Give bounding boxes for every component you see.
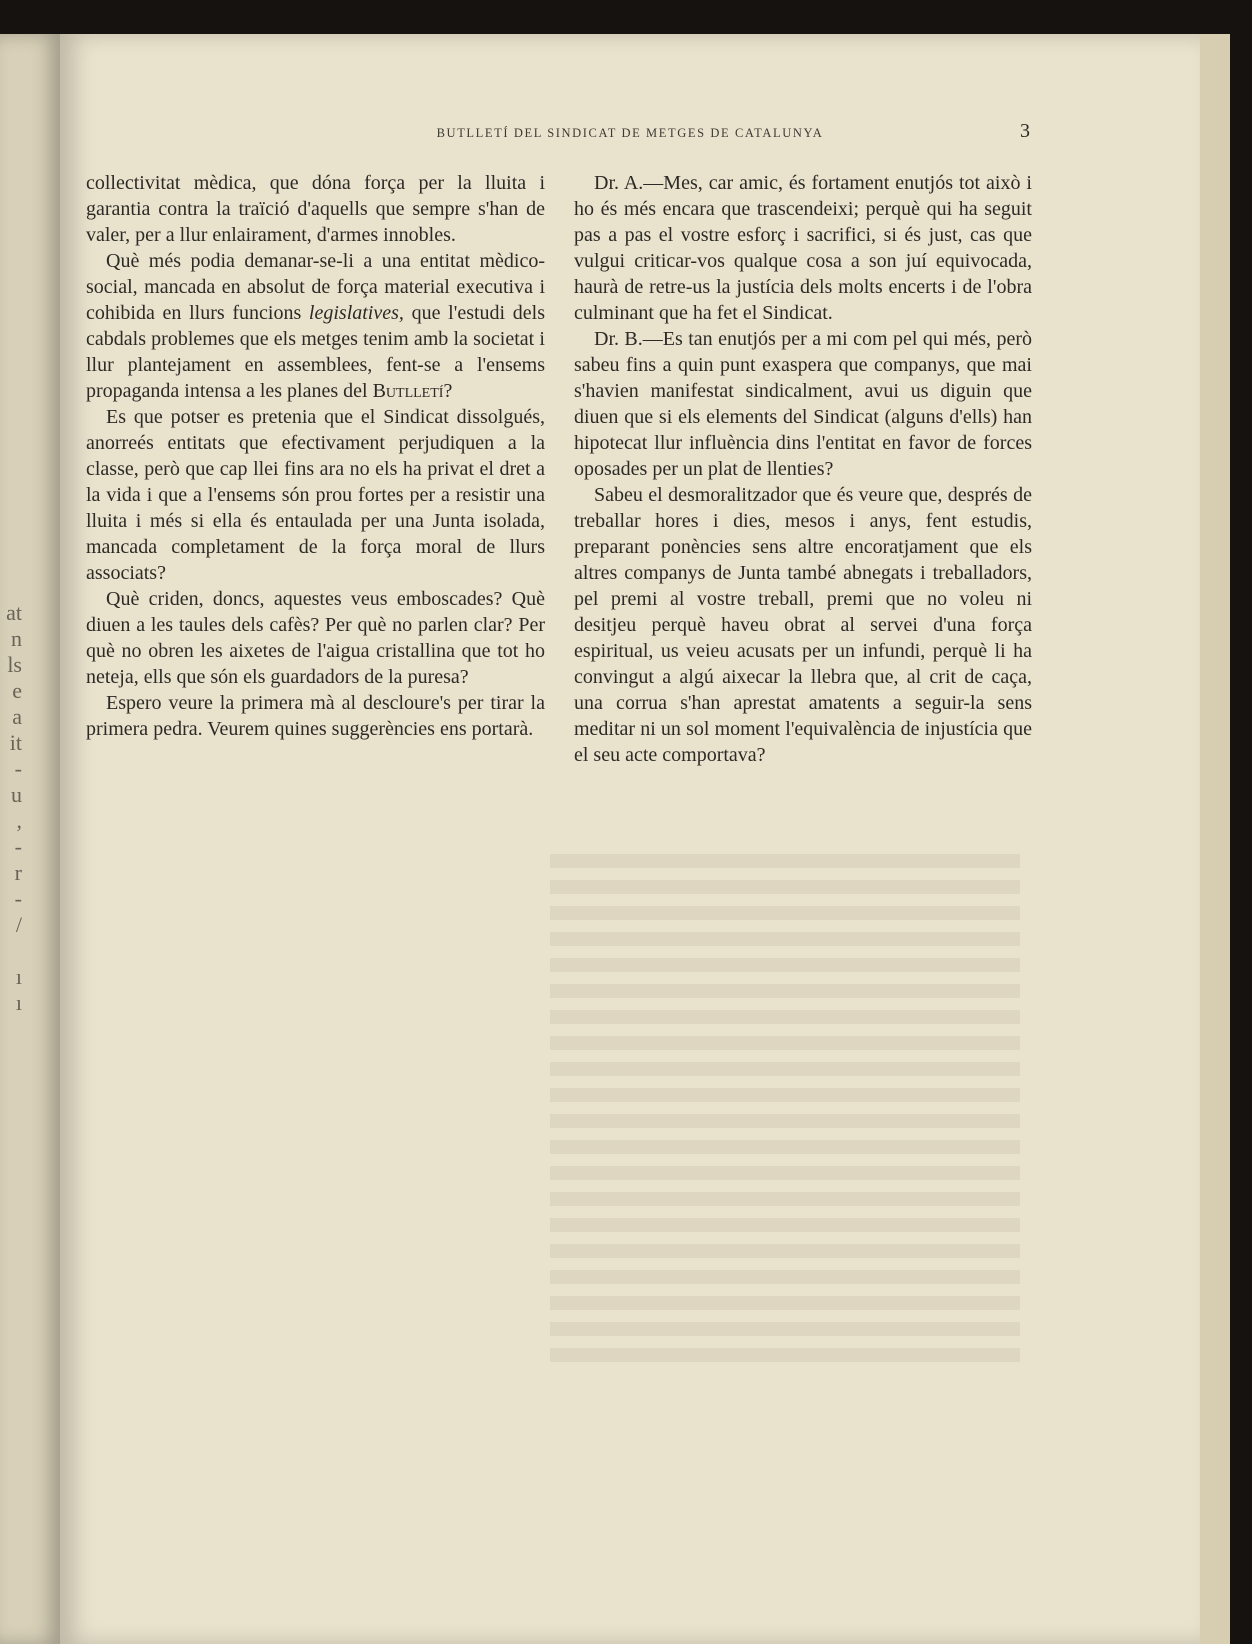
adjacent-page-fragment: ı (15, 964, 22, 989)
italic-term: legislatives, (308, 302, 404, 324)
page-edge (1200, 34, 1230, 1644)
journal-title: BUTLLETÍ DEL SINDICAT DE METGES DE CATALUNYA (436, 126, 824, 140)
paragraph: Dr. A.—Mes, car amic, és fortament enutjós tot això i ho és més encara que trascendeixi; perquè qui ha seguit pas a pas el vostre esforç i sacrifici, si és just, cas que vulgui criticar-vos qualque cosa a son juí equivocada, haurà de retre-us la justícia dels molts encerts i de l'obra culminant que ha fet el Sindicat. (574, 172, 1032, 324)
adjacent-page-fragment: a (12, 704, 22, 729)
text-run: que l'estudi dels cabdals problemes que els metges tenim amb la societat i llur plantejament en assemblees, fent-se a l'ensems propaganda intensa a les planes del (86, 302, 545, 402)
paragraph: Dr. B.—Es tan enutjós per a mi com pel qui més, però sabeu fins a quin punt exaspera que companys, que mai s'havien manifestat sindicalment, avui us diguin que diuen que si els elements del Sindicat (alguns d'ells) han hipotecat llur influència dins l'entitat en favor de forces oposades per un plat de llenties? (574, 328, 1032, 480)
paragraph: Espero veure la primera mà al descloure's per tirar la primera pedra. Veurem quines suggerències ens portarà. (86, 692, 545, 740)
bulletin-name: Butlletí (372, 380, 444, 402)
adjacent-page-fragment: r (14, 860, 22, 885)
adjacent-page-fragment: ı (15, 990, 22, 1015)
paragraph: collectivitat mèdica, que dóna força per la lluita i garantia contra la traïció d'aquells que sempre s'han de valer, per a llur enlairament, d'armes innobles. (86, 172, 545, 246)
text-run: ? (443, 380, 453, 402)
left-column (86, 170, 545, 742)
adjacent-page-fragment: at (6, 600, 22, 625)
running-header (60, 120, 1200, 148)
scanner-background (1230, 34, 1252, 1644)
adjacent-page (0, 34, 60, 1644)
text-run: Què més podia demanar-se-li a una entitat mèdico-social, mancada en absolut de força material executiva i cohibida en llurs funcions (86, 250, 545, 324)
right-column (574, 170, 1032, 768)
adjacent-page-fragment: n (11, 626, 22, 651)
adjacent-page-fragment: ls (7, 652, 22, 677)
adjacent-page-fragment: - (14, 756, 22, 781)
adjacent-page-fragment: e (12, 678, 22, 703)
adjacent-page-fragment: - (14, 886, 22, 911)
show-through-text (550, 854, 1020, 1374)
document-page (60, 34, 1200, 1644)
paragraph: Sabeu el desmoralitzador que és veure que, després de treballar hores i dies, mesos i anys, fent estudis, preparant ponències sens altre encoratjament que els altres companys de Junta també abnegats i treballadors, pel premi al vostre treball, premi que no voleu ni desitjeu perquè haveu obrat al servei d'una força espiritual, us veieu acusats per un infundi, perquè li ha convingut a algú aixecar la llebra que, al crit de caça, una corrua s'han aprestat amatents a seguir-la sens meditar ni un sol moment l'equivalència de injustícia que el seu acte comportava? (574, 484, 1032, 766)
paragraph: Què criden, doncs, aquestes veus emboscades? Què diuen a les taules dels cafès? Per què no parlen clar? Per què no obren les aixetes de l'aigua cristallina que tot ho neteja, ells que són els guardadors de la puresa? (86, 588, 545, 688)
paragraph (86, 248, 545, 404)
adjacent-page-fragment: it (9, 730, 22, 755)
adjacent-page-fragment: , (16, 808, 22, 833)
page-number: 3 (1020, 120, 1030, 142)
adjacent-page-fragment: u (11, 782, 22, 807)
paragraph: Es que potser es pretenia que el Sindicat dissolgués, anorreés entitats que efectivament perjudiquen a la classe, però que cap llei fins ara no els ha privat el dret a la vida i que a l'ensems són prou fortes per a resistir una lluita i més si ella és entaulada per una Junta isolada, mancada completament de la força moral de llurs associats? (86, 406, 545, 584)
adjacent-page-fragment: / (15, 912, 22, 937)
adjacent-page-fragment: - (14, 834, 22, 859)
